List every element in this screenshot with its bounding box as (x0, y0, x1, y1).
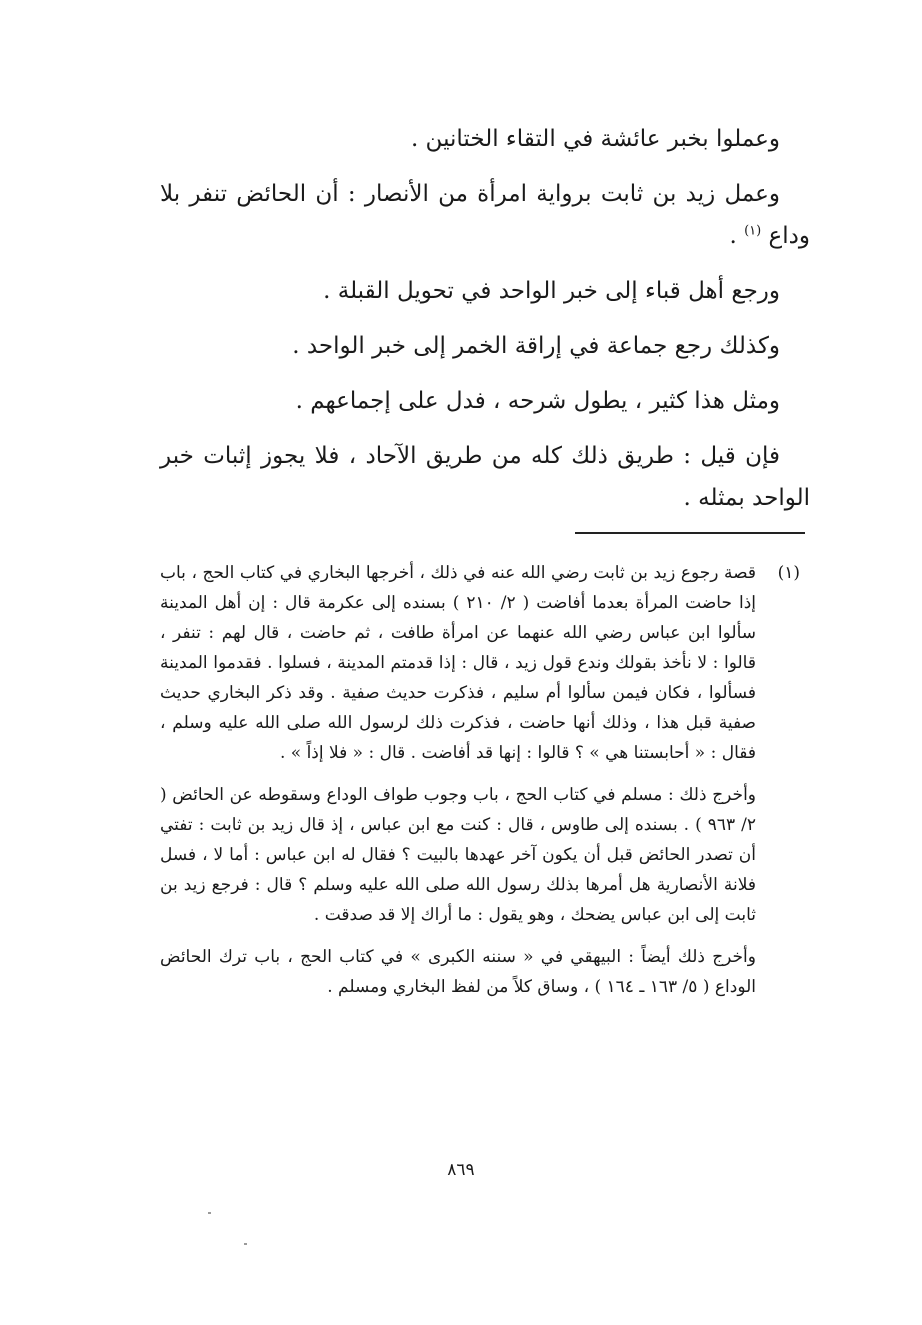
footnote-paragraph: وأخرج ذلك أيضاً : البيهقي في « سننه الكبرى » في كتاب الحج ، باب ترك الحائض الوداع ( ٥/ ١٦٣ ـ ١٦٤ ) ، وساق كلاً من لفظ البخاري ومسلم . (160, 947, 756, 997)
main-paragraph: ومثل هذا كثير ، يطول شرحه ، فدل على إجماعهم . (295, 388, 780, 414)
footnote-body (160, 558, 756, 1014)
main-text (160, 118, 810, 532)
footnotes (160, 558, 800, 1014)
main-paragraph-text: وعمل زيد بن ثابت برواية امرأة من الأنصار : أن الحائض تنفر بلا وداع (160, 181, 810, 249)
page-number: ٨٦٩ (447, 1160, 475, 1180)
paragraph-end: . (729, 223, 745, 249)
main-paragraph (160, 173, 810, 257)
main-paragraph: ورجع أهل قباء إلى خبر الواحد في تحويل القبلة . (323, 278, 780, 304)
footnote-reference: (١) (744, 223, 762, 239)
footnote-separator (575, 532, 805, 534)
main-paragraph: فإن قيل : طريق ذلك كله من طريق الآحاد ، فلا يجوز إثبات خبر الواحد بمثله . (160, 443, 810, 511)
scan-speck (208, 1212, 211, 1214)
footnote (160, 558, 800, 1014)
footnote-paragraph: وأخرج ذلك : مسلم في كتاب الحج ، باب وجوب طواف الوداع وسقوطه عن الحائض ( ٢/ ٩٦٣ ) . بسنده إلى طاوس ، قال : كنت مع ابن عباس ، إذ قال زيد بن ثابت : تفتي أن تصدر الحائض قبل أن يكون آخر عهدها بالبيت ؟ فقال له ابن عباس : أما لا ، فسل فلانة الأنصارية هل أمرها بذلك رسول الله صلى الله عليه وسلم ؟ قال : فرجع زيد بن ثابت إلى ابن عباس يضحك ، وهو يقول : ما أراك إلا قد صدقت . (160, 785, 756, 925)
main-paragraph: وعملوا بخبر عائشة في التقاء الختانين . (410, 126, 780, 152)
main-paragraph: وكذلك رجع جماعة في إراقة الخمر إلى خبر الواحد . (292, 333, 780, 359)
footnote-paragraph: قصة رجوع زيد بن ثابت رضي الله عنه في ذلك ، أخرجها البخاري في كتاب الحج ، باب إذا حاضت المرأة بعدما أفاضت ( ٢/ ٢١٠ ) بسنده إلى عكرمة قال : إن أهل المدينة سألوا ابن عباس رضي الله عنهما عن امرأة طافت ، ثم حاضت ، قال لهم : تنفر ، قالوا : لا نأخذ بقولك وندع قول زيد ، قال : إذا قدمتم المدينة ، فسلوا . فقدموا المدينة فسألوا ، فكان فيمن سألوا أم سليم ، فذكرت حديث صفية . وقد ذكر البخاري حديث صفية قبل هذا ، وذلك أنها حاضت ، فذكرت ذلك لرسول الله صلى الله عليه وسلم ، فقال : « أحابستنا هي » ؟ قالوا : إنها قد أفاضت . قال : « فلا إذاً » . (160, 563, 756, 763)
scan-speck (244, 1243, 247, 1245)
footnote-number: (١) (777, 563, 800, 583)
